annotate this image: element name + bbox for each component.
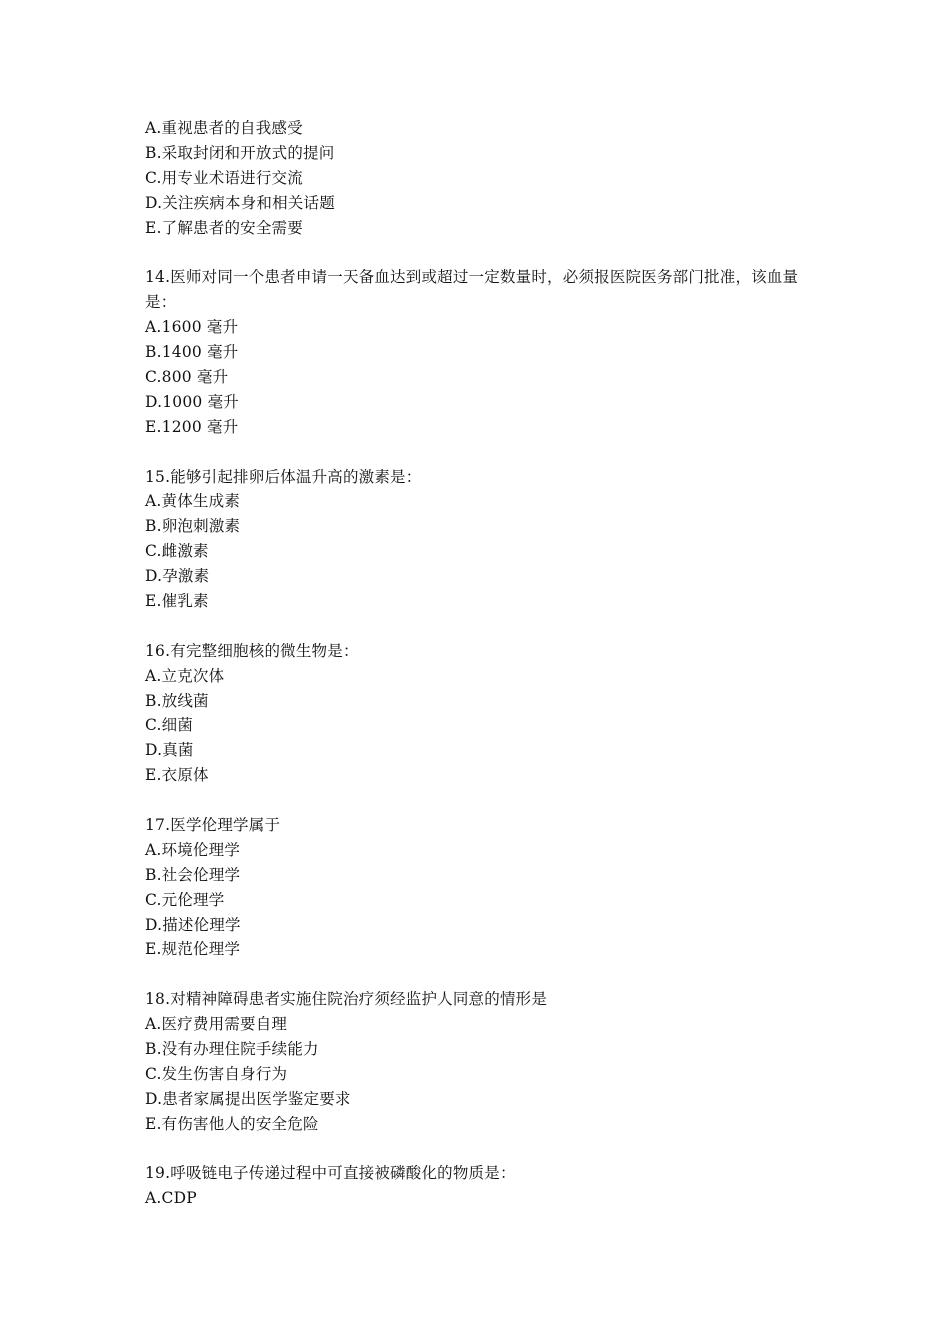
option-e: E.1200 毫升	[145, 417, 239, 436]
question-stem: 17.医学伦理学属于	[145, 815, 281, 834]
option-a: A.重视患者的自我感受	[145, 119, 303, 137]
option-d: D.真菌	[145, 741, 194, 760]
question-stem: 15.能够引起排卵后体温升高的激素是：	[145, 467, 422, 486]
option-e: E.有伤害他人的安全危险	[145, 1114, 319, 1133]
option-a: A.黄体生成素	[145, 492, 241, 511]
option-b: B.1400 毫升	[145, 343, 239, 362]
option-c: C.800 毫升	[145, 367, 229, 386]
option-b: B.采取封闭和开放式的提问	[145, 143, 335, 162]
document-page	[145, 116, 815, 1211]
option-c: C.雌激素	[145, 542, 209, 561]
option-d: D.患者家属提出医学鉴定要求	[145, 1089, 351, 1108]
option-b: B.社会伦理学	[145, 865, 241, 884]
option-d: D.1000 毫升	[145, 392, 239, 411]
question-stem: 16.有完整细胞核的微生物是：	[145, 641, 359, 660]
question-block-14	[145, 265, 815, 439]
question-block-17	[145, 813, 815, 962]
option-b: B.放线菌	[145, 691, 209, 710]
question-block-16	[145, 639, 815, 788]
option-a: A.环境伦理学	[145, 840, 241, 859]
option-e: E.了解患者的安全需要	[145, 218, 303, 237]
question-stem: 18.对精神障碍患者实施住院治疗须经监护人同意的情形是	[145, 990, 548, 1009]
option-e: E.规范伦理学	[145, 940, 241, 959]
option-a: A.立克次体	[145, 666, 225, 685]
option-a: A.医疗费用需要自理	[145, 1015, 288, 1034]
option-d: D.关注疾病本身和相关话题	[145, 193, 335, 212]
option-e: E.衣原体	[145, 766, 209, 785]
option-c: C.发生伤害自身行为	[145, 1064, 288, 1083]
question-stem: 14.医师对同一个患者申请一天备血达到或超过一定数量时，必须报医院医务部门批准，该血量是：	[145, 268, 799, 312]
option-d: D.描述伦理学	[145, 915, 241, 934]
option-d: D.孕激素	[145, 567, 210, 586]
option-b: B.卵泡刺激素	[145, 517, 241, 536]
option-e: E.催乳素	[145, 591, 209, 610]
question-block-18	[145, 987, 815, 1136]
option-a: A.CDP	[145, 1189, 197, 1208]
option-c: C.细菌	[145, 716, 194, 735]
question-block-19	[145, 1161, 815, 1211]
question-block-15	[145, 465, 815, 614]
option-c: C.用专业术语进行交流	[145, 168, 303, 187]
question-block-13	[145, 116, 815, 240]
option-c: C.元伦理学	[145, 890, 225, 909]
question-stem: 19.呼吸链电子传递过程中可直接被磷酸化的物质是：	[145, 1164, 516, 1183]
option-b: B.没有办理住院手续能力	[145, 1039, 319, 1058]
option-a: A.1600 毫升	[145, 318, 239, 337]
